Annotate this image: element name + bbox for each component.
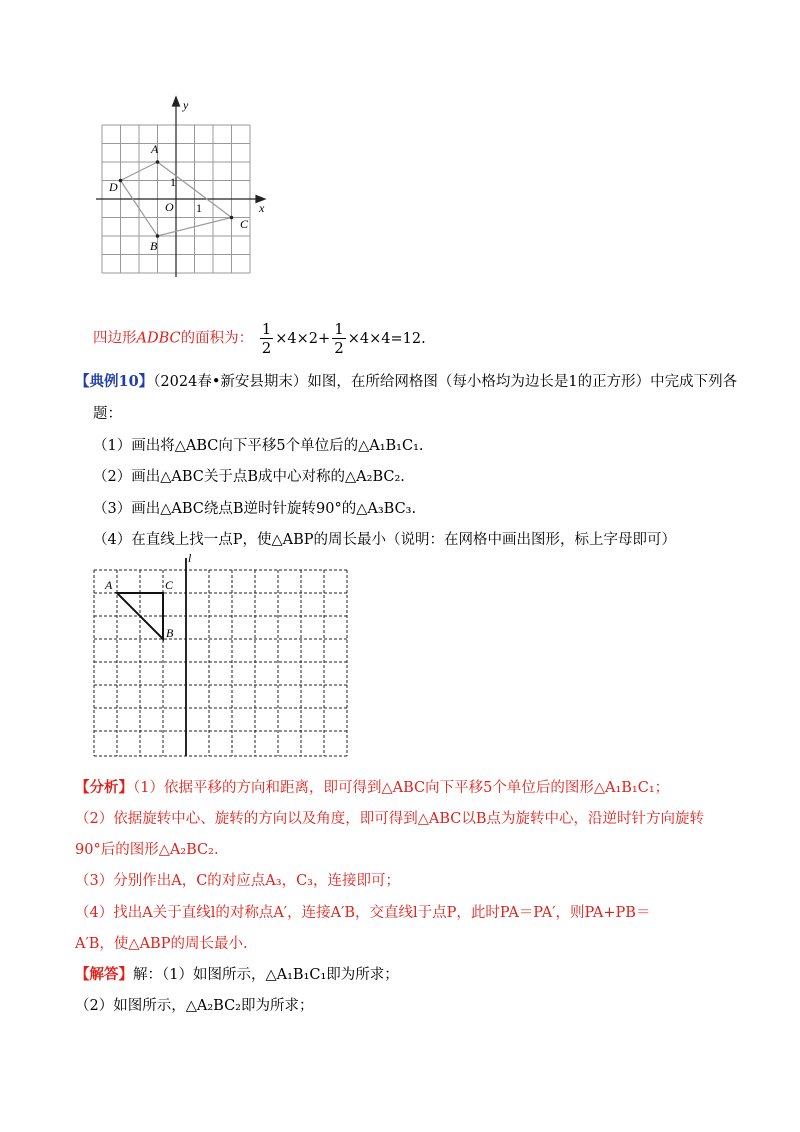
point-b-label-2: B: [166, 626, 174, 640]
unit-y-label: 1: [170, 175, 176, 189]
quad-name: ADBC: [136, 330, 181, 347]
dashed-grid: [94, 570, 347, 756]
origin-label: O: [165, 200, 174, 214]
point-b-label: B: [150, 239, 158, 253]
area-formula: [93, 320, 426, 357]
example-item-3: （3）画出△ABC绕点B逆时针旋转90°的△A₃BC₃.: [93, 501, 417, 517]
analysis-tag: 【分析】: [75, 779, 133, 796]
point-a-label: A: [151, 142, 159, 156]
answer-p1: 解：（1）如图所示，△A₁B₁C₁即为所求；: [133, 967, 399, 983]
y-axis-label: y: [183, 98, 189, 112]
answer-tag: 【解答】: [75, 966, 133, 983]
example-source: （2024春•新安县期末）: [153, 374, 308, 390]
unit-x-label: 1: [196, 201, 202, 215]
grid-figure: [90, 552, 360, 762]
line-l-label: l: [188, 552, 192, 565]
fraction-2: $\frac{1}{2}$: [334, 320, 344, 357]
example-question-b: 题：: [93, 406, 122, 422]
area-prefix: 四边形: [93, 330, 137, 347]
fraction-1: $\frac{1}{2}$: [261, 320, 272, 357]
analysis-p3: （3）分别作出A，C的对应点A₃，C₃，连接即可；: [75, 873, 400, 889]
analysis-p2b: 90°后的图形△A₂BC₂.: [75, 842, 219, 858]
analysis-p2a: （2）依据旋转中心、旋转的方向以及角度，即可得到△ABC以B点为旋转中心，沿逆时针方向旋转: [75, 811, 705, 827]
example-item-4: （4）在直线上找一点P，使△ABP的周长最小（说明：在网格中画出图形，标上字母即可）: [93, 532, 677, 548]
analysis-p1: （1）依据平移的方向和距离，即可得到△ABC向下平移5个单位后的图形△A₁B₁C₁；: [133, 780, 670, 796]
area-mid: 的面积为：: [180, 330, 254, 347]
example-header: [75, 372, 737, 392]
point-c-label-2: C: [165, 578, 174, 592]
analysis-p4a: （4）找出A关于直线l的对称点A′，连接A′B，交直线l于点P，此时PA＝PA′，则PA+PB＝: [75, 905, 651, 921]
point-d-label: D: [109, 180, 118, 194]
analysis-p4b: A′B，使△ABP的周长最小.: [75, 936, 248, 952]
area-term-2: ×4×4=12.: [347, 330, 426, 347]
coordinate-figure: [90, 95, 280, 285]
x-axis-label: x: [259, 201, 265, 215]
point-c-label: C: [240, 217, 249, 231]
example-item-2: （2）画出△ABC关于点B成中心对称的△A₂BC₂.: [93, 469, 405, 485]
analysis-line-1: [75, 778, 669, 798]
area-term-1: ×4×2+: [275, 330, 331, 347]
point-a-label-2: A: [105, 578, 113, 592]
example-question-a: 如图，在所给网格图（每小格均为边长是1的正方形）中完成下列各: [307, 374, 738, 390]
answer-line-1: [75, 965, 399, 985]
answer-p2: （2）如图所示，△A₂BC₂即为所求；: [75, 998, 314, 1014]
axes: [96, 97, 265, 277]
example-item-1: （1）画出将△ABC向下平移5个单位后的△A₁B₁C₁.: [93, 438, 424, 454]
example-tag: 【典例10】: [75, 373, 154, 390]
